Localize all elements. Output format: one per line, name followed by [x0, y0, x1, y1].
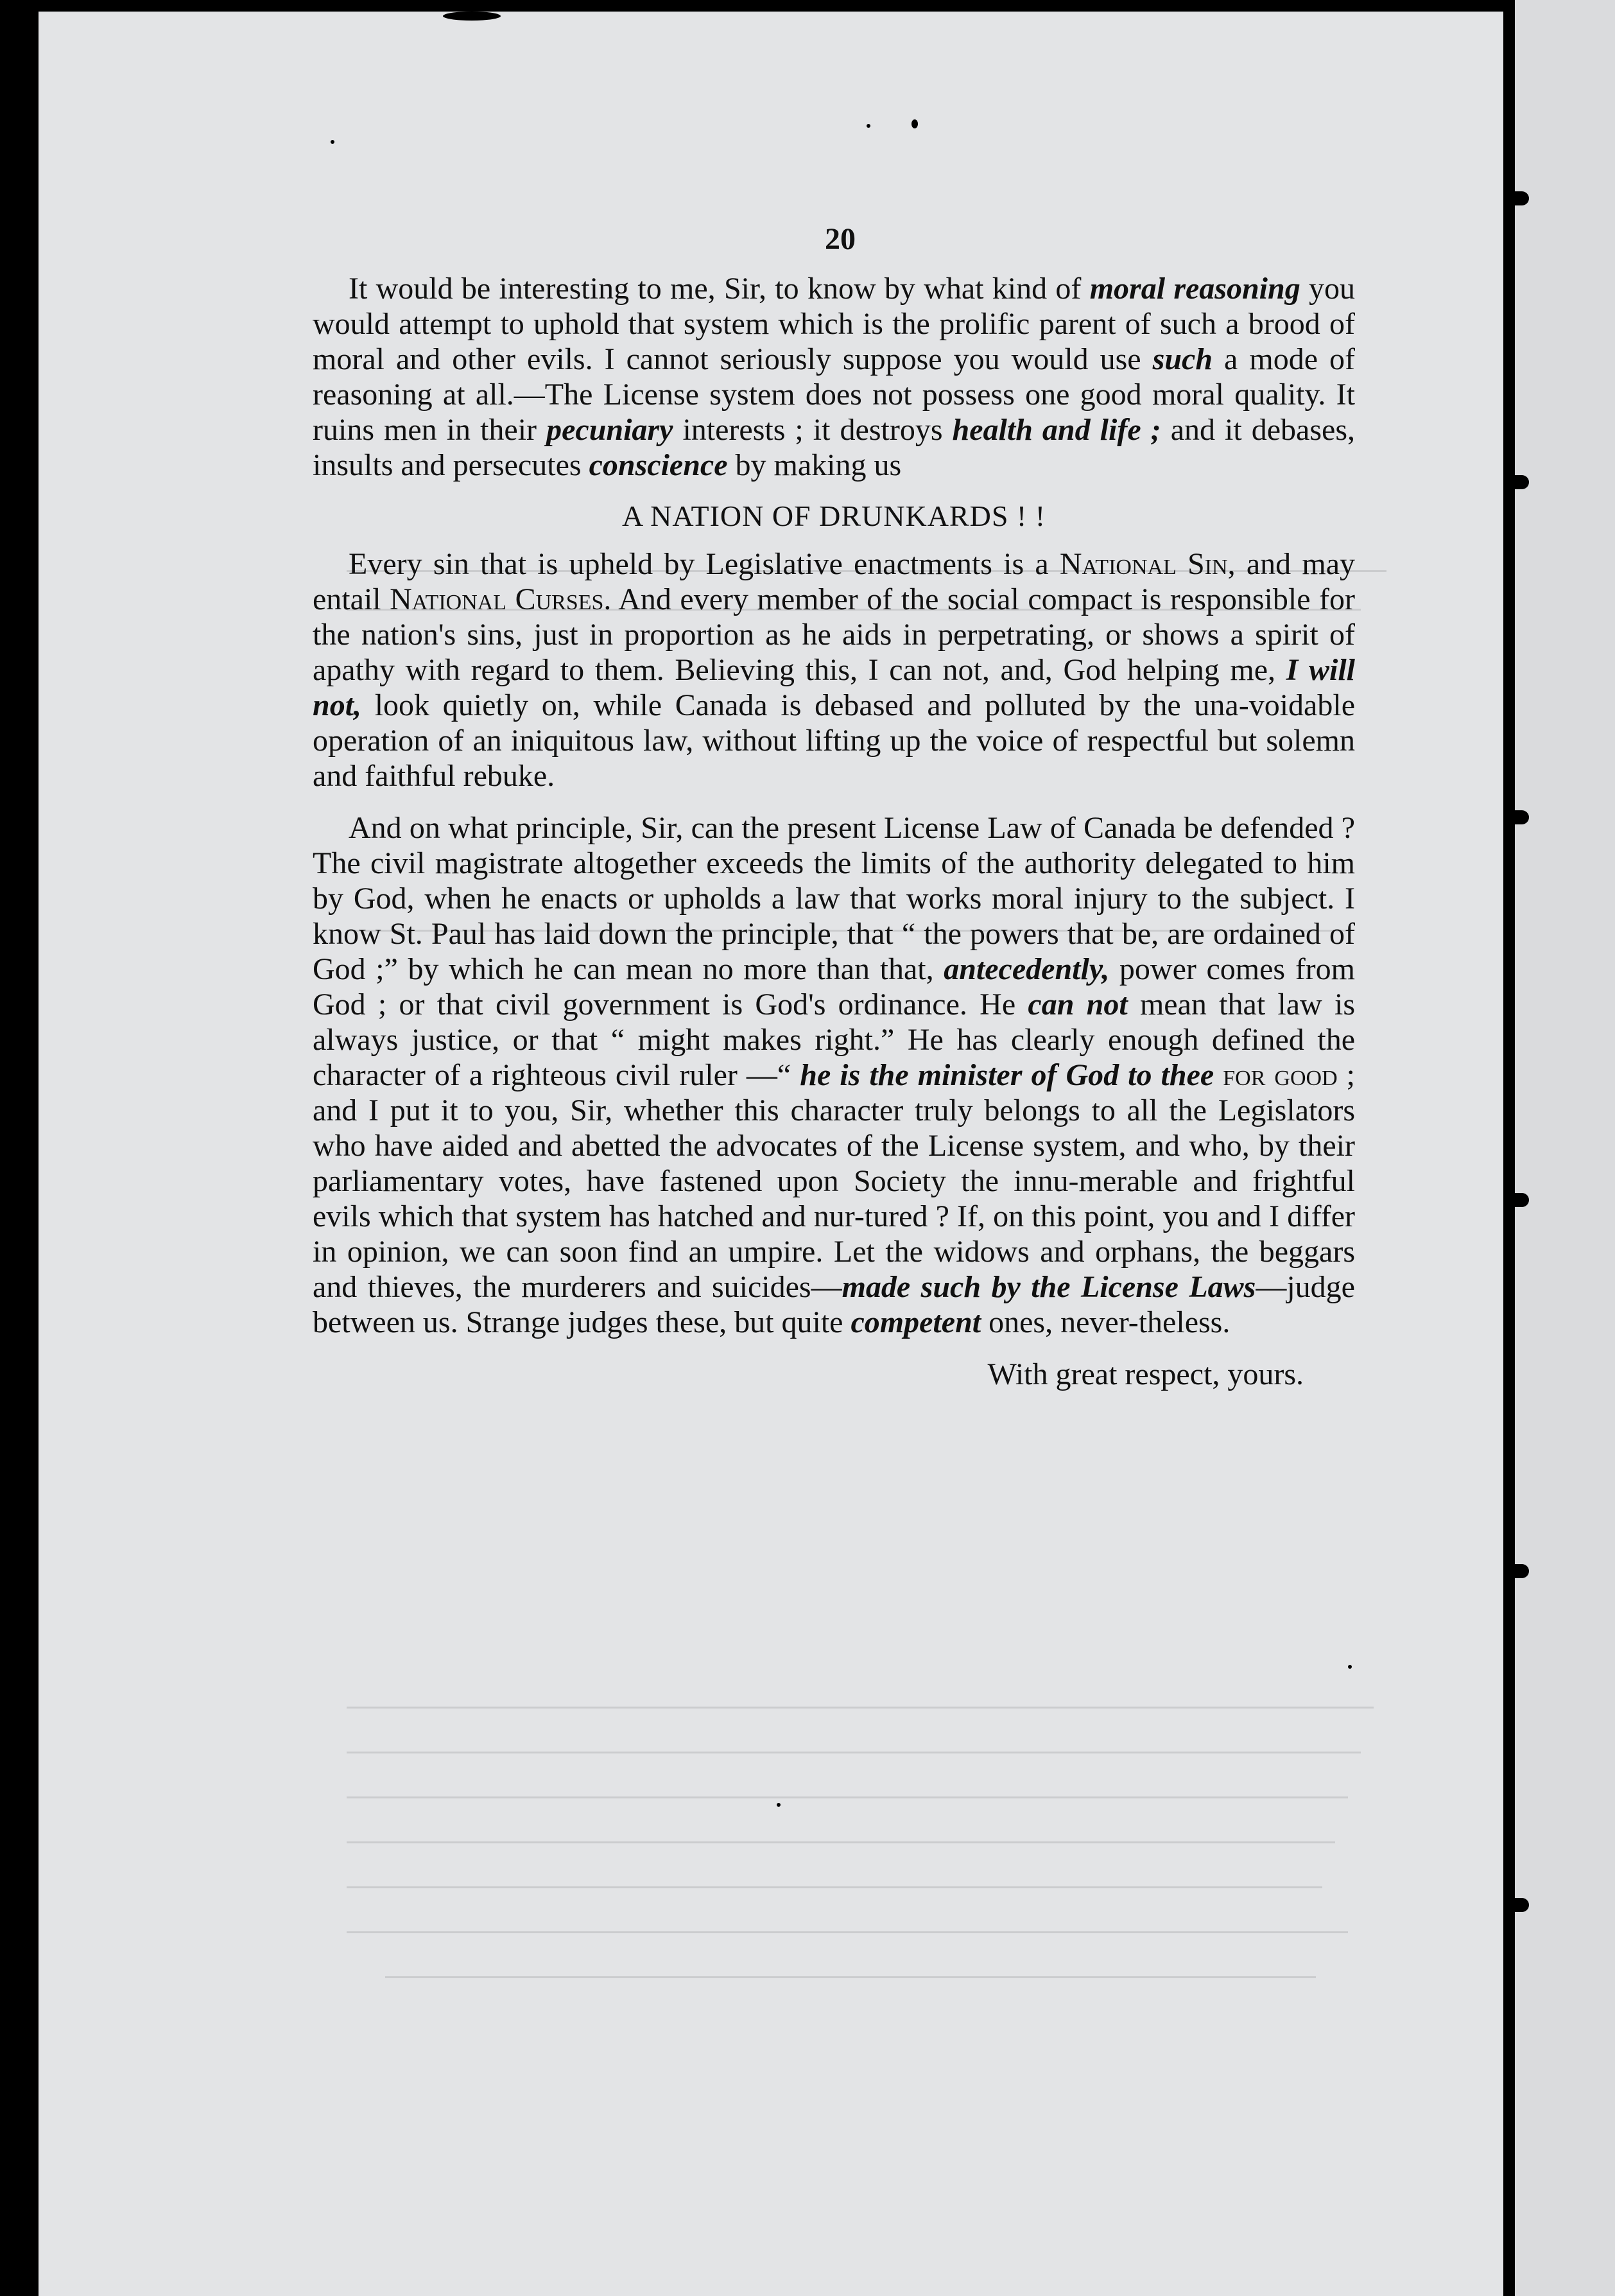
- text-run: National Curses: [390, 582, 604, 616]
- text-run: . And every member of the social compact is responsible for the nation's sins, just in proportion as he aids in perpetrating, or shows a spirit of apathy with regard to them. Believing this, I can not, and, God helping me,: [313, 582, 1355, 687]
- page-gutter-line: [1503, 0, 1515, 2296]
- bleed-through-line: [385, 1976, 1316, 1978]
- section-heading: A NATION OF DRUNKARDS ! !: [621, 500, 1046, 532]
- margin-mark: [1511, 475, 1529, 489]
- ink-speck: [443, 12, 501, 21]
- text-run: —judge between us. Strange judges these, but quite: [313, 1270, 1355, 1339]
- text-run: such: [1152, 342, 1213, 376]
- bleed-through-line: [347, 1931, 1348, 1933]
- ink-speck: [331, 140, 334, 144]
- text-run: National Sin: [1059, 547, 1228, 581]
- paragraph-2: [313, 546, 1355, 794]
- text-run: , and may entail: [313, 547, 1355, 616]
- text-run: made such by the License Laws: [842, 1270, 1256, 1304]
- text-run: for good: [1223, 1058, 1338, 1092]
- text-run: mean that law is always justice, or that “ might makes right.” He has clearly enough defined the character of a righteous civil ruler —“: [313, 987, 1356, 1092]
- bleed-through-line: [347, 1707, 1374, 1709]
- ink-speck: [911, 119, 918, 128]
- margin-mark: [1511, 810, 1529, 824]
- text-run: I will not,: [313, 653, 1356, 722]
- text-run: ones, never-theless.: [981, 1305, 1231, 1339]
- text-run: moral reasoning: [1089, 272, 1300, 306]
- bleed-through-line: [347, 1796, 1348, 1798]
- text-run: a mode of reasoning at all.—The License system does not possess one good moral quality. It ruins men in their: [313, 342, 1355, 447]
- paragraph-3: [313, 810, 1355, 1340]
- text-run: interests ; it destroys: [673, 413, 953, 447]
- closing-signoff: With great respect, yours.: [987, 1357, 1304, 1391]
- text-run: can not: [1028, 987, 1128, 1022]
- ink-speck: [1348, 1665, 1352, 1669]
- margin-mark: [1511, 1193, 1529, 1207]
- text-run: health and life ;: [952, 413, 1161, 447]
- text-run: he is the minister of God to thee: [800, 1058, 1214, 1092]
- page-text: [313, 222, 1355, 1392]
- bleed-through-line: [347, 1886, 1322, 1888]
- text-run: power comes from God ; or that civil government is God's ordinance. He: [313, 952, 1355, 1022]
- text-run: competent: [851, 1305, 981, 1339]
- text-run: look quietly on, while Canada is debased and polluted by the una-voidable operation of an iniquitous law, without lifting up the voice of respectful but solemn and faithful rebuke.: [313, 688, 1355, 793]
- text-run: by making us: [727, 448, 902, 482]
- bleed-through-line: [347, 1752, 1361, 1753]
- text-run: conscience: [589, 448, 728, 482]
- adjacent-page-edge: [1503, 0, 1615, 2296]
- ink-speck: [867, 124, 870, 128]
- text-run: [1214, 1058, 1223, 1092]
- bleed-through-line: [347, 1841, 1335, 1843]
- margin-mark: [1511, 1898, 1529, 1912]
- ink-speck: [777, 1803, 781, 1807]
- text-run: you would attempt to uphold that system which is the prolific parent of such a brood of moral and other evils. I cannot seriously suppose you would use: [313, 272, 1356, 376]
- paragraph-1: [313, 271, 1355, 483]
- text-run: and it debases, insults and persecutes: [313, 413, 1356, 482]
- page-number: 20: [825, 222, 856, 256]
- text-run: It would be interesting to me, Sir, to know by what kind of: [349, 272, 1090, 306]
- text-run: Every sin that is upheld by Legislative enactments is a: [349, 547, 1060, 581]
- text-run: ; and I put it to you, Sir, whether this character truly belongs to all the Legislators who have aided and abetted the advocates of the License system, and who, by their parliamentary votes, have fastened upon Society the innu-merable and frightful evils which that system has hatched and nur-tured ? If, on this point, you and I differ in opinion, we can soon find an umpire. Let the widows and orphans, the beggars and thieves, the murderers and suicides—: [313, 1058, 1356, 1304]
- margin-mark: [1511, 191, 1529, 205]
- text-run: pecuniary: [546, 413, 673, 447]
- margin-mark: [1511, 1564, 1529, 1578]
- text-run: And on what principle, Sir, can the present License Law of Canada be defended ? The civil magistrate altogether exceeds the limits of the authority delegated to him by God, when he enacts or upholds a law that works moral injury to the subject. I know St. Paul has laid down the principle, that “ the powers that be, are ordained of God ;” by which he can mean no more than that,: [313, 811, 1355, 986]
- text-run: antecedently,: [944, 952, 1110, 986]
